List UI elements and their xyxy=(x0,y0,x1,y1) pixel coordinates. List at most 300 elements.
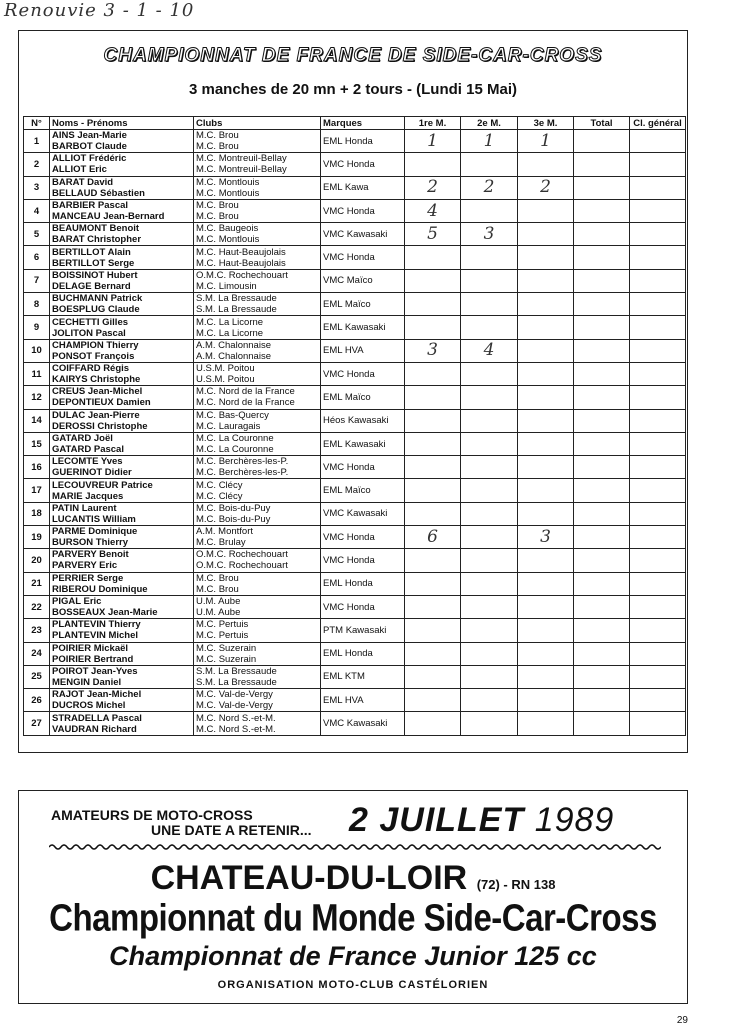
crew-brand: Héos Kawasaki xyxy=(321,409,405,432)
heat-2-result xyxy=(461,619,518,642)
club-name: M.C. Clécy xyxy=(196,490,243,502)
crew-brand: VMC Honda xyxy=(321,526,405,549)
heat-3-result xyxy=(518,502,574,525)
crew-name: RAJOT Jean-Michel xyxy=(52,689,142,701)
club-name: S.M. La Bressaude xyxy=(196,304,277,316)
heat-1-result xyxy=(405,246,461,269)
club-name: M.C. Nord S.-et-M. xyxy=(196,723,276,735)
ad-junior-championship: Championnat de France Junior 125 cc xyxy=(109,941,597,971)
crew-number: 1 xyxy=(24,130,50,153)
heat-3-result xyxy=(518,479,574,502)
crew-name: PARME Dominique xyxy=(52,526,138,538)
overall-rank-cell xyxy=(630,619,686,642)
crew-name: POIRIER Mickaël xyxy=(52,642,129,654)
heat-1-result xyxy=(405,456,461,479)
crew-brand: VMC Honda xyxy=(321,362,405,385)
club-name: M.C. Nord S.-et-M. xyxy=(196,712,276,724)
crew-clubs xyxy=(194,199,321,222)
overall-rank-cell xyxy=(630,526,686,549)
total-cell xyxy=(574,409,630,432)
crew-brand: EML Kawa xyxy=(321,176,405,199)
crew-brand: EML HVA xyxy=(321,339,405,362)
table-row xyxy=(24,316,686,339)
crew-names xyxy=(50,199,194,222)
crew-number: 12 xyxy=(24,386,50,409)
total-cell xyxy=(574,246,630,269)
crew-name: PERRIER Serge xyxy=(52,572,124,584)
crew-name: BARBIER Pascal xyxy=(52,200,129,212)
total-cell xyxy=(574,526,630,549)
column-header: Marques xyxy=(321,117,405,130)
heat-1-result xyxy=(405,432,461,455)
club-name: M.C. Montlouis xyxy=(196,176,260,188)
overall-rank-cell xyxy=(630,409,686,432)
heat-2-result xyxy=(461,432,518,455)
overall-rank-cell xyxy=(630,502,686,525)
crew-number: 23 xyxy=(24,619,50,642)
club-name: M.C. Bas-Quercy xyxy=(196,409,269,421)
club-name: M.C. Haut-Beaujolais xyxy=(196,246,286,258)
heat-3-result xyxy=(518,223,574,246)
crew-number: 5 xyxy=(24,223,50,246)
heat-2-result xyxy=(461,572,518,595)
club-name: M.C. Lauragais xyxy=(196,420,261,432)
total-cell xyxy=(574,549,630,572)
crew-names xyxy=(50,269,194,292)
crew-name: PLANTEVIN Michel xyxy=(52,630,139,642)
ad-intro xyxy=(51,808,312,838)
crew-brand: VMC Honda xyxy=(321,549,405,572)
heat-3-result xyxy=(518,642,574,665)
crew-name: PATIN Laurent xyxy=(52,502,117,514)
overall-rank-cell xyxy=(630,316,686,339)
club-name: S.M. La Bressaude xyxy=(196,293,277,305)
heat-3-result xyxy=(518,572,574,595)
table-row xyxy=(24,502,686,525)
crew-name: PONSOT François xyxy=(52,350,135,362)
total-cell xyxy=(574,130,630,153)
crew-name: ALLIOT Frédéric xyxy=(52,153,127,165)
heat-1-result xyxy=(405,502,461,525)
ad-world-championship: Championnat du Monde Side-Car-Cross xyxy=(49,896,657,939)
crew-number: 21 xyxy=(24,572,50,595)
crew-name: LUCANTIS William xyxy=(52,513,136,525)
heat-2-result xyxy=(461,689,518,712)
total-cell xyxy=(574,316,630,339)
ad-date xyxy=(349,801,614,840)
heat-2-result xyxy=(461,246,518,269)
crew-names xyxy=(50,386,194,409)
crew-clubs xyxy=(194,409,321,432)
heat-2-result xyxy=(461,316,518,339)
heat-1-result xyxy=(405,153,461,176)
crew-name: BARAT David xyxy=(52,176,114,188)
crew-number: 9 xyxy=(24,316,50,339)
table-row xyxy=(24,595,686,618)
crew-names xyxy=(50,549,194,572)
crew-number: 18 xyxy=(24,502,50,525)
crew-clubs xyxy=(194,432,321,455)
crew-number: 27 xyxy=(24,712,50,735)
crew-name: DEROSSI Christophe xyxy=(52,420,148,432)
club-name: M.C. La Licorne xyxy=(196,327,264,339)
heat-1-result xyxy=(405,642,461,665)
club-name: O.M.C. Rochechouart xyxy=(196,560,288,572)
overall-rank-cell xyxy=(630,642,686,665)
column-header: Clubs xyxy=(194,117,321,130)
crew-number: 20 xyxy=(24,549,50,572)
heat-3-result xyxy=(518,316,574,339)
column-header: 2e M. xyxy=(461,117,518,130)
heat-3-result xyxy=(518,456,574,479)
heat-1-result: 3 xyxy=(405,339,461,362)
crew-brand: EML Kawasaki xyxy=(321,316,405,339)
crew-brand: VMC Honda xyxy=(321,456,405,479)
club-name: S.M. La Bressaude xyxy=(196,665,277,677)
crew-name: RIBEROU Dominique xyxy=(52,583,148,595)
crew-brand: VMC Maïco xyxy=(321,269,405,292)
crew-name: AINS Jean-Marie xyxy=(52,130,127,142)
crew-clubs xyxy=(194,502,321,525)
heat-2-result xyxy=(461,665,518,688)
crew-clubs xyxy=(194,339,321,362)
heat-2-result xyxy=(461,456,518,479)
crew-brand: VMC Kawasaki xyxy=(321,223,405,246)
crew-names xyxy=(50,339,194,362)
heat-1-result xyxy=(405,362,461,385)
crew-number: 17 xyxy=(24,479,50,502)
table-row xyxy=(24,199,686,222)
crew-clubs xyxy=(194,386,321,409)
table-row xyxy=(24,409,686,432)
heat-3-result xyxy=(518,432,574,455)
crew-brand: EML KTM xyxy=(321,665,405,688)
club-name: M.C. Pertuis xyxy=(196,630,249,642)
crew-brand: VMC Honda xyxy=(321,595,405,618)
crew-name: BOISSINOT Hubert xyxy=(52,269,138,281)
crew-brand: EML Honda xyxy=(321,572,405,595)
crew-name: PLANTEVIN Thierry xyxy=(52,619,141,631)
crew-brand: VMC Honda xyxy=(321,199,405,222)
heat-2-result: 4 xyxy=(461,339,518,362)
club-name: U.S.M. Poitou xyxy=(196,363,255,375)
total-cell xyxy=(574,712,630,735)
crew-clubs xyxy=(194,456,321,479)
overall-rank-cell xyxy=(630,712,686,735)
overall-rank-cell xyxy=(630,595,686,618)
total-cell xyxy=(574,199,630,222)
overall-rank-cell xyxy=(630,199,686,222)
crew-clubs xyxy=(194,479,321,502)
heat-1-result xyxy=(405,549,461,572)
crew-name: GUERINOT Didier xyxy=(52,467,132,479)
total-cell xyxy=(574,223,630,246)
heat-2-result xyxy=(461,549,518,572)
crew-names xyxy=(50,595,194,618)
club-name: M.C. Berchères-les-P. xyxy=(196,456,289,468)
table-row xyxy=(24,526,686,549)
crew-names xyxy=(50,642,194,665)
heat-3-result xyxy=(518,595,574,618)
crew-brand: VMC Honda xyxy=(321,153,405,176)
heat-1-result xyxy=(405,316,461,339)
total-cell xyxy=(574,339,630,362)
handwritten-note: Renouvie 3 - 1 - 10 xyxy=(4,0,195,21)
heat-2-result xyxy=(461,386,518,409)
club-name: M.C. Bois-du-Puy xyxy=(196,513,271,525)
crew-names xyxy=(50,572,194,595)
crew-name: BARAT Christopher xyxy=(52,234,142,246)
crew-name: BURSON Thierry xyxy=(52,537,129,549)
overall-rank-cell xyxy=(630,223,686,246)
crew-name: BELLAUD Sébastien xyxy=(52,187,145,199)
club-name: A.M. Montfort xyxy=(196,526,254,538)
crew-names xyxy=(50,409,194,432)
table-row xyxy=(24,293,686,316)
crew-number: 24 xyxy=(24,642,50,665)
table-row xyxy=(24,269,686,292)
crew-number: 16 xyxy=(24,456,50,479)
table-row xyxy=(24,619,686,642)
crew-number: 3 xyxy=(24,176,50,199)
club-name: M.C. Brou xyxy=(196,583,239,595)
ad-date-day: 2 JUILLET xyxy=(349,801,525,839)
table-row xyxy=(24,572,686,595)
crew-clubs xyxy=(194,712,321,735)
crew-names xyxy=(50,479,194,502)
total-cell xyxy=(574,269,630,292)
crew-clubs xyxy=(194,526,321,549)
table-header xyxy=(24,117,686,130)
club-name: M.C. Nord de la France xyxy=(196,386,295,398)
table-row xyxy=(24,130,686,153)
crew-name: STRADELLA Pascal xyxy=(52,712,142,724)
crew-clubs xyxy=(194,362,321,385)
club-name: M.C. Bois-du-Puy xyxy=(196,502,271,514)
club-name: M.C. Limousin xyxy=(196,280,257,292)
table-row xyxy=(24,362,686,385)
column-header: N° xyxy=(24,117,50,130)
crew-name: DUCROS Michel xyxy=(52,700,126,712)
overall-rank-cell xyxy=(630,269,686,292)
crew-clubs xyxy=(194,246,321,269)
crew-brand: EML HVA xyxy=(321,689,405,712)
overall-rank-cell xyxy=(630,362,686,385)
page-number: 29 xyxy=(676,1015,688,1026)
heat-3-result xyxy=(518,339,574,362)
club-name: M.C. Brou xyxy=(196,141,239,153)
crew-name: PARVERY Benoit xyxy=(52,549,129,561)
crew-names xyxy=(50,246,194,269)
crew-number: 4 xyxy=(24,199,50,222)
crew-number: 19 xyxy=(24,526,50,549)
club-name: M.C. Clécy xyxy=(196,479,243,491)
crew-number: 25 xyxy=(24,665,50,688)
heat-3-result xyxy=(518,409,574,432)
crew-name: VAUDRAN Richard xyxy=(52,723,137,735)
heat-1-result: 5 xyxy=(405,223,461,246)
crew-name: BOSSEAUX Jean-Marie xyxy=(52,607,158,619)
crew-name: BUCHMANN Patrick xyxy=(52,293,143,305)
column-header: 1re M. xyxy=(405,117,461,130)
crew-clubs xyxy=(194,153,321,176)
crew-clubs xyxy=(194,223,321,246)
overall-rank-cell xyxy=(630,456,686,479)
table-row xyxy=(24,712,686,735)
ad-date-year: 1989 xyxy=(534,801,615,839)
club-name: O.M.C. Rochechouart xyxy=(196,549,288,561)
club-name: M.C. Nord de la France xyxy=(196,397,295,409)
total-cell xyxy=(574,432,630,455)
total-cell xyxy=(574,293,630,316)
heat-1-result xyxy=(405,665,461,688)
crew-name: POIROT Jean-Yves xyxy=(52,665,138,677)
ad-organisation: ORGANISATION MOTO-CLUB CASTÉLORIEN xyxy=(217,979,489,991)
heat-2-result: 2 xyxy=(461,176,518,199)
crew-brand: VMC Honda xyxy=(321,246,405,269)
column-header: Noms - Prénoms xyxy=(50,117,194,130)
club-name: M.C. Montreuil-Bellay xyxy=(196,164,287,176)
crew-name: MARIE Jacques xyxy=(52,490,124,502)
results-sheet xyxy=(18,30,688,753)
crew-brand: EML Honda xyxy=(321,642,405,665)
total-cell xyxy=(574,479,630,502)
crew-name: MANCEAU Jean-Bernard xyxy=(52,211,165,223)
crew-clubs xyxy=(194,549,321,572)
club-name: M.C. Montlouis xyxy=(196,187,260,199)
column-header: Total xyxy=(574,117,630,130)
crew-name: BOESPLUG Claude xyxy=(52,304,140,316)
crew-name: COIFFARD Régis xyxy=(52,363,130,375)
crew-names xyxy=(50,293,194,316)
heat-2-result xyxy=(461,362,518,385)
club-name: M.C. Brulay xyxy=(196,537,246,549)
crew-clubs xyxy=(194,130,321,153)
ad-city-name: CHATEAU-DU-LOIR xyxy=(150,859,468,897)
crew-names xyxy=(50,689,194,712)
heat-2-result: 3 xyxy=(461,223,518,246)
heat-3-result xyxy=(518,386,574,409)
table-row xyxy=(24,339,686,362)
table-row xyxy=(24,689,686,712)
overall-rank-cell xyxy=(630,479,686,502)
crew-name: ALLIOT Eric xyxy=(52,164,107,176)
club-name: U.M. Aube xyxy=(196,607,241,619)
crew-name: DULAC Jean-Pierre xyxy=(52,409,140,421)
heat-3-result xyxy=(518,269,574,292)
heat-2-result xyxy=(461,502,518,525)
crew-clubs xyxy=(194,176,321,199)
crew-brand: VMC Kawasaki xyxy=(321,712,405,735)
crew-name: BARBOT Claude xyxy=(52,141,127,153)
total-cell xyxy=(574,176,630,199)
club-name: M.C. Suzerain xyxy=(196,642,257,654)
heat-1-result xyxy=(405,619,461,642)
ad-line2: UNE DATE A RETENIR... xyxy=(151,822,312,838)
column-header: 3e M. xyxy=(518,117,574,130)
crew-names xyxy=(50,665,194,688)
heat-1-result xyxy=(405,409,461,432)
crew-brand: PTM Kawasaki xyxy=(321,619,405,642)
club-name: M.C. Brou xyxy=(196,211,239,223)
heat-3-result xyxy=(518,665,574,688)
crew-name: MENGIN Daniel xyxy=(52,676,122,688)
crew-names xyxy=(50,526,194,549)
crew-name: LECOUVREUR Patrice xyxy=(52,479,153,491)
crew-name: DEPONTIEUX Damien xyxy=(52,397,151,409)
total-cell xyxy=(574,665,630,688)
total-cell xyxy=(574,595,630,618)
club-name: U.M. Aube xyxy=(196,596,241,608)
heat-3-result xyxy=(518,246,574,269)
crew-name: PARVERY Eric xyxy=(52,560,118,572)
overall-rank-cell xyxy=(630,293,686,316)
table-row xyxy=(24,223,686,246)
crew-brand: EML Maïco xyxy=(321,386,405,409)
event-advert xyxy=(18,790,688,1004)
overall-rank-cell xyxy=(630,549,686,572)
heat-2-result xyxy=(461,153,518,176)
club-name: M.C. Montreuil-Bellay xyxy=(196,153,287,165)
heat-2-result xyxy=(461,479,518,502)
heat-1-result: 1 xyxy=(405,130,461,153)
table-body xyxy=(24,130,686,736)
crew-name: BERTILLOT Serge xyxy=(52,257,135,269)
total-cell xyxy=(574,689,630,712)
crew-names xyxy=(50,153,194,176)
table-row xyxy=(24,153,686,176)
crew-brand: EML Maïco xyxy=(321,293,405,316)
heat-2-result xyxy=(461,409,518,432)
club-name: M.C. Brou xyxy=(196,200,239,212)
ad-city-suffix: (72) - RN 138 xyxy=(476,877,556,892)
heat-1-result xyxy=(405,386,461,409)
total-cell xyxy=(574,642,630,665)
crew-number: 15 xyxy=(24,432,50,455)
crew-name: CECHETTI Gilles xyxy=(52,316,129,328)
crew-name: GATARD Joël xyxy=(52,433,113,444)
heat-2-result xyxy=(461,269,518,292)
heat-3-result xyxy=(518,619,574,642)
club-name: M.C. Brou xyxy=(196,572,239,584)
crew-brand: EML Honda xyxy=(321,130,405,153)
club-name: M.C. La Couronne xyxy=(196,444,274,455)
overall-rank-cell xyxy=(630,153,686,176)
overall-rank-cell xyxy=(630,572,686,595)
club-name: M.C. Berchères-les-P. xyxy=(196,467,289,479)
crew-name: PIGAL Eric xyxy=(52,596,102,608)
heat-1-result xyxy=(405,572,461,595)
crew-number: 26 xyxy=(24,689,50,712)
crew-number: 2 xyxy=(24,153,50,176)
crew-clubs xyxy=(194,595,321,618)
heat-1-result xyxy=(405,712,461,735)
heat-1-result: 6 xyxy=(405,526,461,549)
overall-rank-cell xyxy=(630,665,686,688)
total-cell xyxy=(574,619,630,642)
crew-names xyxy=(50,502,194,525)
heat-2-result xyxy=(461,199,518,222)
crew-name: BERTILLOT Alain xyxy=(52,246,131,258)
club-name: A.M. Chalonnaise xyxy=(196,350,271,362)
crew-clubs xyxy=(194,572,321,595)
total-cell xyxy=(574,386,630,409)
heat-1-result: 2 xyxy=(405,176,461,199)
crew-clubs xyxy=(194,619,321,642)
crew-names xyxy=(50,712,194,735)
overall-rank-cell xyxy=(630,130,686,153)
heat-2-result xyxy=(461,712,518,735)
